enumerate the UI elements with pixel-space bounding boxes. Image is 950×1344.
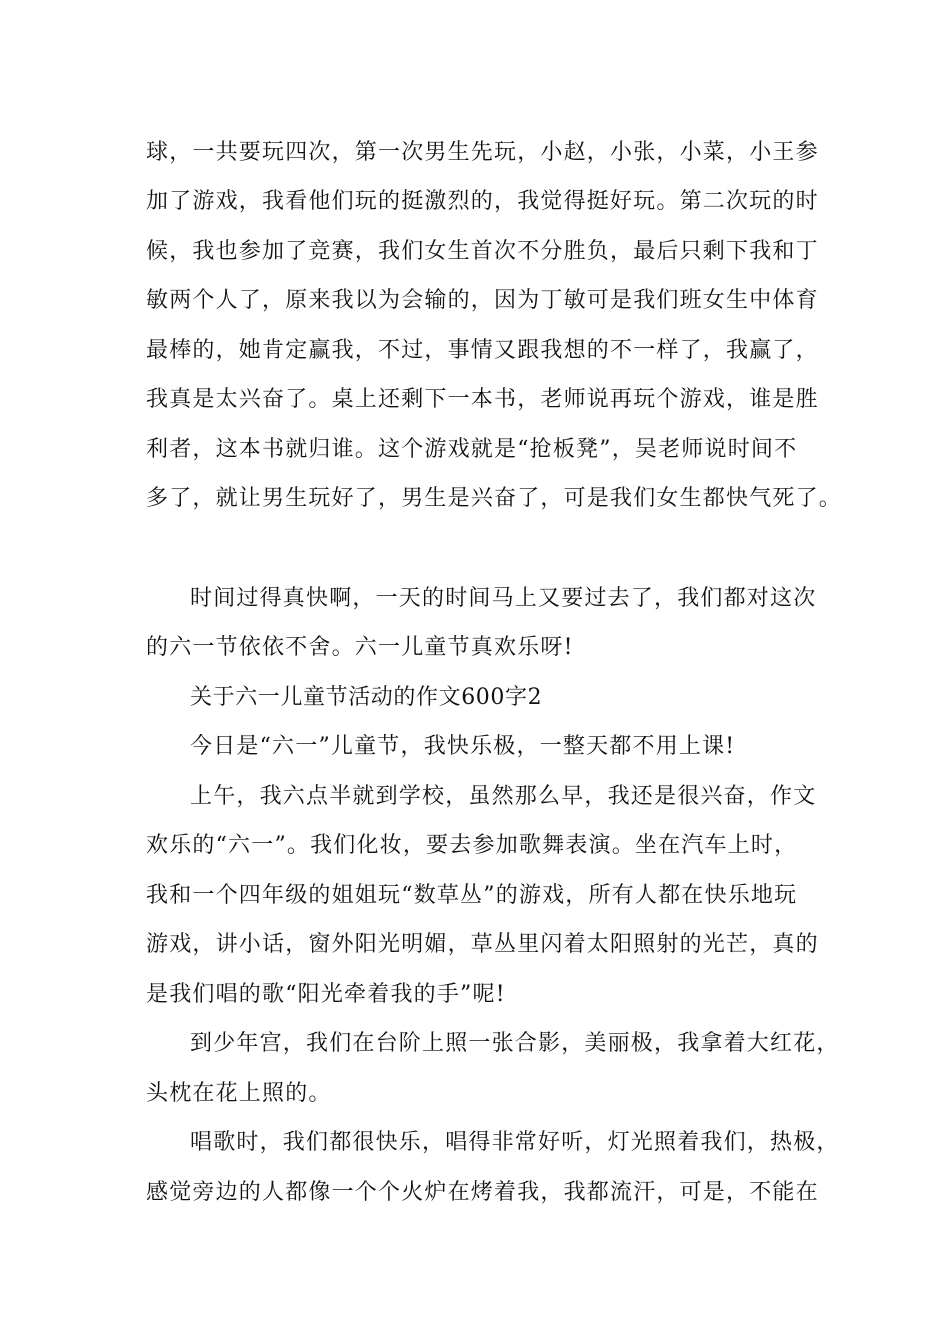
paragraph-4-line-4: 游戏，讲小话，窗外阳光明媚，草丛里闪着太阳照射的光芒，真的	[146, 932, 819, 957]
paragraph-6-line-2: 感觉旁边的人都像一个个火炉在烤着我，我都流汗，可是，不能在	[146, 1180, 819, 1205]
paragraph-1-line-8: 多了，就让男生玩好了，男生是兴奋了，可是我们女生都快气死了。	[146, 486, 843, 511]
paragraph-4-line-5: 是我们唱的歌“阳光牵着我的手”呢!	[146, 982, 506, 1007]
paragraph-1-line-4: 敏两个人了，原来我以为会输的，因为丁敏可是我们班女生中体育	[146, 288, 819, 313]
paragraph-1-line-3: 候，我也参加了竞赛，我们女生首次不分胜负，最后只剩下我和丁	[146, 239, 819, 264]
paragraph-2-line-2: 的六一节依依不舍。六一儿童节真欢乐呀!	[146, 635, 574, 660]
paragraph-1-line-2: 加了游戏，我看他们玩的挺激烈的，我觉得挺好玩。第二次玩的时	[146, 189, 819, 214]
paragraph-4-line-3: 我和一个四年级的姐姐玩“数草丛”的游戏，所有人都在快乐地玩	[146, 883, 798, 908]
paragraph-1-line-6: 我真是太兴奋了。桌上还剩下一本书，老师说再玩个游戏，谁是胜	[146, 387, 819, 412]
paragraph-1-line-7: 利者，这本书就归谁。这个游戏就是“抢板凳”，吴老师说时间不	[146, 437, 798, 462]
paragraph-1-line-1: 球，一共要玩四次，第一次男生先玩，小赵，小张，小菜，小王参	[146, 140, 819, 165]
paragraph-4-line-1: 上午，我六点半就到学校，虽然那么早，我还是很兴奋，作文	[190, 784, 817, 809]
paragraph-5-line-2: 头枕在花上照的。	[146, 1081, 332, 1106]
paragraph-4-line-2: 欢乐的“六一”。我们化妆，要去参加歌舞表演。坐在汽车上时，	[146, 833, 798, 858]
paragraph-2-line-1: 时间过得真快啊，一天的时间马上又要过去了，我们都对这次	[190, 586, 817, 611]
paragraph-6-line-1: 唱歌时，我们都很快乐，唱得非常好听，灯光照着我们，热极，	[190, 1130, 840, 1155]
section-title: 关于六一儿童节活动的作文600字2	[190, 685, 543, 710]
paragraph-5-line-1: 到少年宫，我们在台阶上照一张合影，美丽极，我拿着大红花，	[190, 1031, 840, 1056]
paragraph-1-line-5: 最棒的，她肯定赢我，不过，事情又跟我想的不一样了，我赢了，	[146, 338, 819, 363]
paragraph-3-line-1: 今日是“六一”儿童节，我快乐极，一整天都不用上课!	[190, 734, 736, 759]
